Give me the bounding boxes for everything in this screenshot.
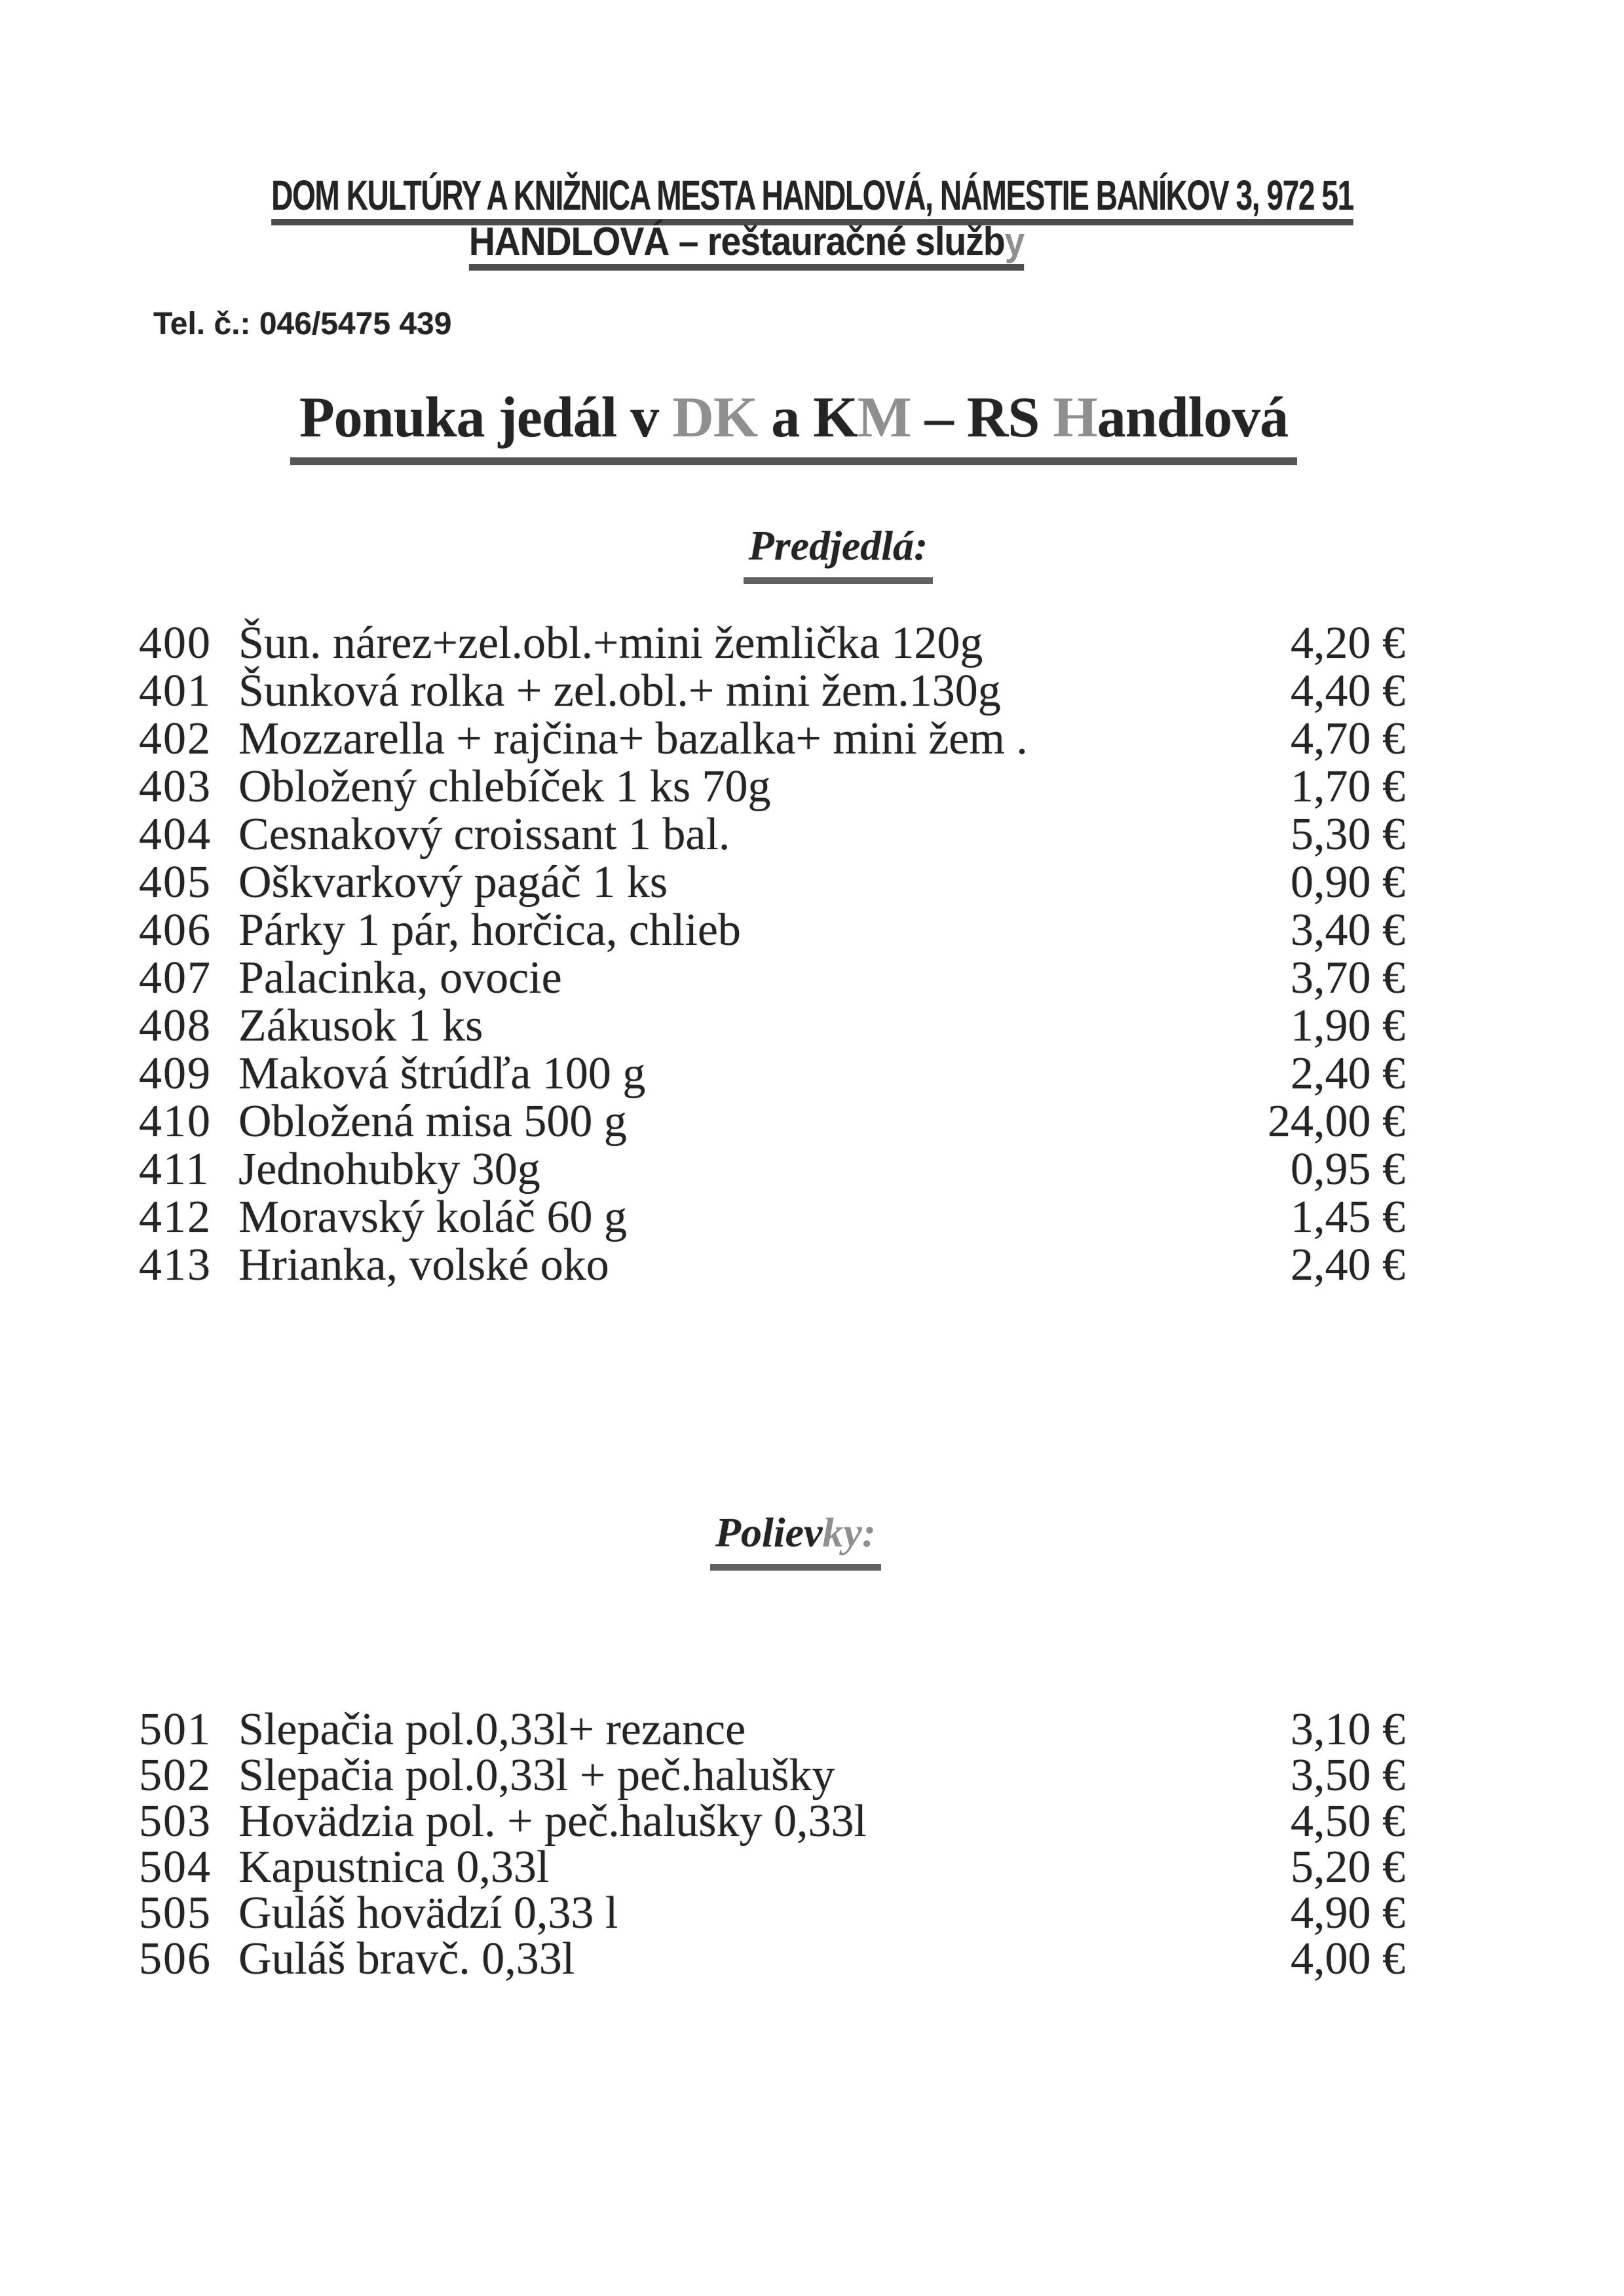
item-price: 0,95 € — [1291, 1144, 1405, 1195]
item-price: 4,40 € — [1291, 666, 1405, 716]
item-code: 400 — [139, 618, 212, 668]
menu-item-row — [139, 619, 1405, 667]
text-segment: ky: — [822, 1509, 877, 1556]
item-code: 407 — [139, 953, 212, 1003]
item-price: 5,20 € — [1291, 1842, 1405, 1892]
menu-item-row — [139, 1704, 1405, 1755]
item-name: Obložená misa 500 g — [238, 1096, 627, 1147]
item-code: 408 — [139, 1001, 212, 1051]
menu-item-row — [139, 1750, 1405, 1801]
text-segment: andlová — [1097, 386, 1289, 450]
menu-item-row — [139, 763, 1405, 811]
item-name: Moravský koláč 60 g — [238, 1192, 627, 1242]
item-price: 4,50 € — [1291, 1796, 1405, 1846]
item-name: Hovädzia pol. + peč.halušky 0,33l — [238, 1796, 867, 1846]
text-segment: H — [1053, 386, 1097, 450]
text-segment: HANDLOVÁ – reštauračné služb — [468, 220, 1005, 263]
menu-item-row — [139, 1890, 1405, 1936]
item-name: Palacinka, ovocie — [238, 953, 562, 1003]
menu-item-row — [139, 1002, 1405, 1050]
item-price: 3,10 € — [1291, 1704, 1405, 1755]
section-heading-predjedla — [26, 522, 1624, 584]
menu-item-row — [139, 715, 1405, 763]
item-name: Oškvarkový pagáč 1 ks — [238, 857, 668, 908]
menu-item-row — [139, 858, 1405, 906]
item-code: 506 — [139, 1934, 212, 1984]
item-code: 406 — [139, 905, 212, 955]
item-name: Šunková rolka + zel.obl.+ mini žem.130g — [238, 666, 1001, 716]
org-header-line2 — [0, 222, 1558, 271]
item-name: Párky 1 pár, horčica, chlieb — [238, 905, 741, 955]
phone-line: Tel. č.: 046/5475 439 — [153, 307, 452, 341]
item-name: Maková štrúdľa 100 g — [238, 1048, 646, 1099]
item-code: 505 — [139, 1888, 212, 1938]
item-code: 409 — [139, 1048, 212, 1099]
item-code: 501 — [139, 1704, 212, 1755]
item-price: 0,90 € — [1291, 857, 1405, 908]
item-name: Guláš hovädzí 0,33 l — [238, 1888, 618, 1938]
item-name: Slepačia pol.0,33l+ rezance — [238, 1704, 746, 1755]
text-segment: Ponuka jedál v — [299, 386, 673, 450]
item-name: Slepačia pol.0,33l + peč.halušky — [238, 1750, 835, 1801]
item-price: 4,20 € — [1291, 618, 1405, 668]
menu-item-row — [139, 1241, 1405, 1289]
org-header-line1-text — [271, 174, 1353, 225]
org-header-line2-text — [469, 222, 1025, 271]
section-heading-polievky — [0, 1509, 1608, 1571]
item-name: Jednohubky 30g — [238, 1144, 540, 1195]
menu-item-row — [139, 1936, 1405, 1982]
text-segment: y — [1004, 220, 1025, 263]
menu-item-row — [139, 667, 1405, 715]
section-heading-predjedla-text — [744, 522, 934, 584]
item-code: 413 — [139, 1240, 212, 1290]
item-price: 2,40 € — [1291, 1240, 1405, 1290]
item-code: 403 — [139, 761, 212, 812]
item-price: 1,45 € — [1291, 1192, 1405, 1242]
item-price: 5,30 € — [1291, 809, 1405, 860]
item-price: 2,40 € — [1291, 1048, 1405, 1099]
item-code: 401 — [139, 666, 212, 716]
item-price: 4,00 € — [1291, 1934, 1405, 1984]
item-price: 3,40 € — [1291, 905, 1405, 955]
item-name: Zákusok 1 ks — [238, 1001, 483, 1051]
item-name: Guláš bravč. 0,33l — [238, 1934, 575, 1984]
text-segment: a K — [757, 386, 858, 450]
item-price: 24,00 € — [1268, 1096, 1405, 1147]
text-segment: M — [857, 386, 911, 450]
org-header-line1 — [0, 174, 1624, 225]
text-segment: DOM KULTÚRY A KNIŽNICA MESTA HANDLOVÁ, NÁMESTIE BANÍKOV 3, 972 51 — [271, 172, 1353, 219]
menu-item-row — [139, 1050, 1405, 1098]
item-name: Hrianka, volské oko — [238, 1240, 609, 1290]
item-code: 411 — [139, 1144, 210, 1195]
item-code: 504 — [139, 1842, 212, 1892]
item-name: Obložený chlebíček 1 ks 70g — [238, 761, 771, 812]
item-code: 502 — [139, 1750, 212, 1801]
text-segment: Poliev — [715, 1509, 823, 1556]
menu-item-row — [139, 906, 1405, 954]
org-header-line1-inner — [271, 174, 1353, 225]
section-heading-polievky-text — [710, 1509, 881, 1571]
item-price: 4,90 € — [1291, 1888, 1405, 1938]
item-name: Kapustnica 0,33l — [238, 1842, 550, 1892]
item-code: 410 — [139, 1096, 212, 1147]
item-price: 4,70 € — [1291, 714, 1405, 764]
item-code: 405 — [139, 857, 212, 908]
text-segment: Predjedlá: — [748, 522, 928, 569]
item-code: 402 — [139, 714, 212, 764]
menu-list-predjedla — [139, 619, 1405, 1289]
menu-title-text — [290, 386, 1297, 465]
item-price: 1,70 € — [1291, 761, 1405, 812]
item-price: 3,70 € — [1291, 953, 1405, 1003]
item-name: Šun. nárez+zel.obl.+mini žemlička 120g — [238, 618, 983, 668]
item-name: Mozzarella + rajčina+ bazalka+ mini žem . — [238, 714, 1028, 764]
item-code: 404 — [139, 809, 212, 860]
item-code: 412 — [139, 1192, 212, 1242]
menu-item-row — [139, 811, 1405, 858]
org-header-line2-inner — [469, 222, 1025, 271]
item-name: Cesnakový croissant 1 bal. — [238, 809, 730, 860]
menu-item-row — [139, 954, 1405, 1002]
item-code: 503 — [139, 1796, 212, 1846]
menu-item-row — [139, 1842, 1405, 1892]
menu-list-polievky — [139, 1704, 1405, 1984]
menu-title — [0, 386, 1606, 465]
menu-item-row — [139, 1796, 1405, 1846]
menu-item-row — [139, 1145, 1405, 1193]
item-price: 3,50 € — [1291, 1750, 1405, 1801]
text-segment: DK — [672, 386, 758, 450]
menu-item-row — [139, 1193, 1405, 1241]
menu-item-row — [139, 1098, 1405, 1145]
item-price: 1,90 € — [1291, 1001, 1405, 1051]
text-segment: – RS — [911, 386, 1053, 450]
